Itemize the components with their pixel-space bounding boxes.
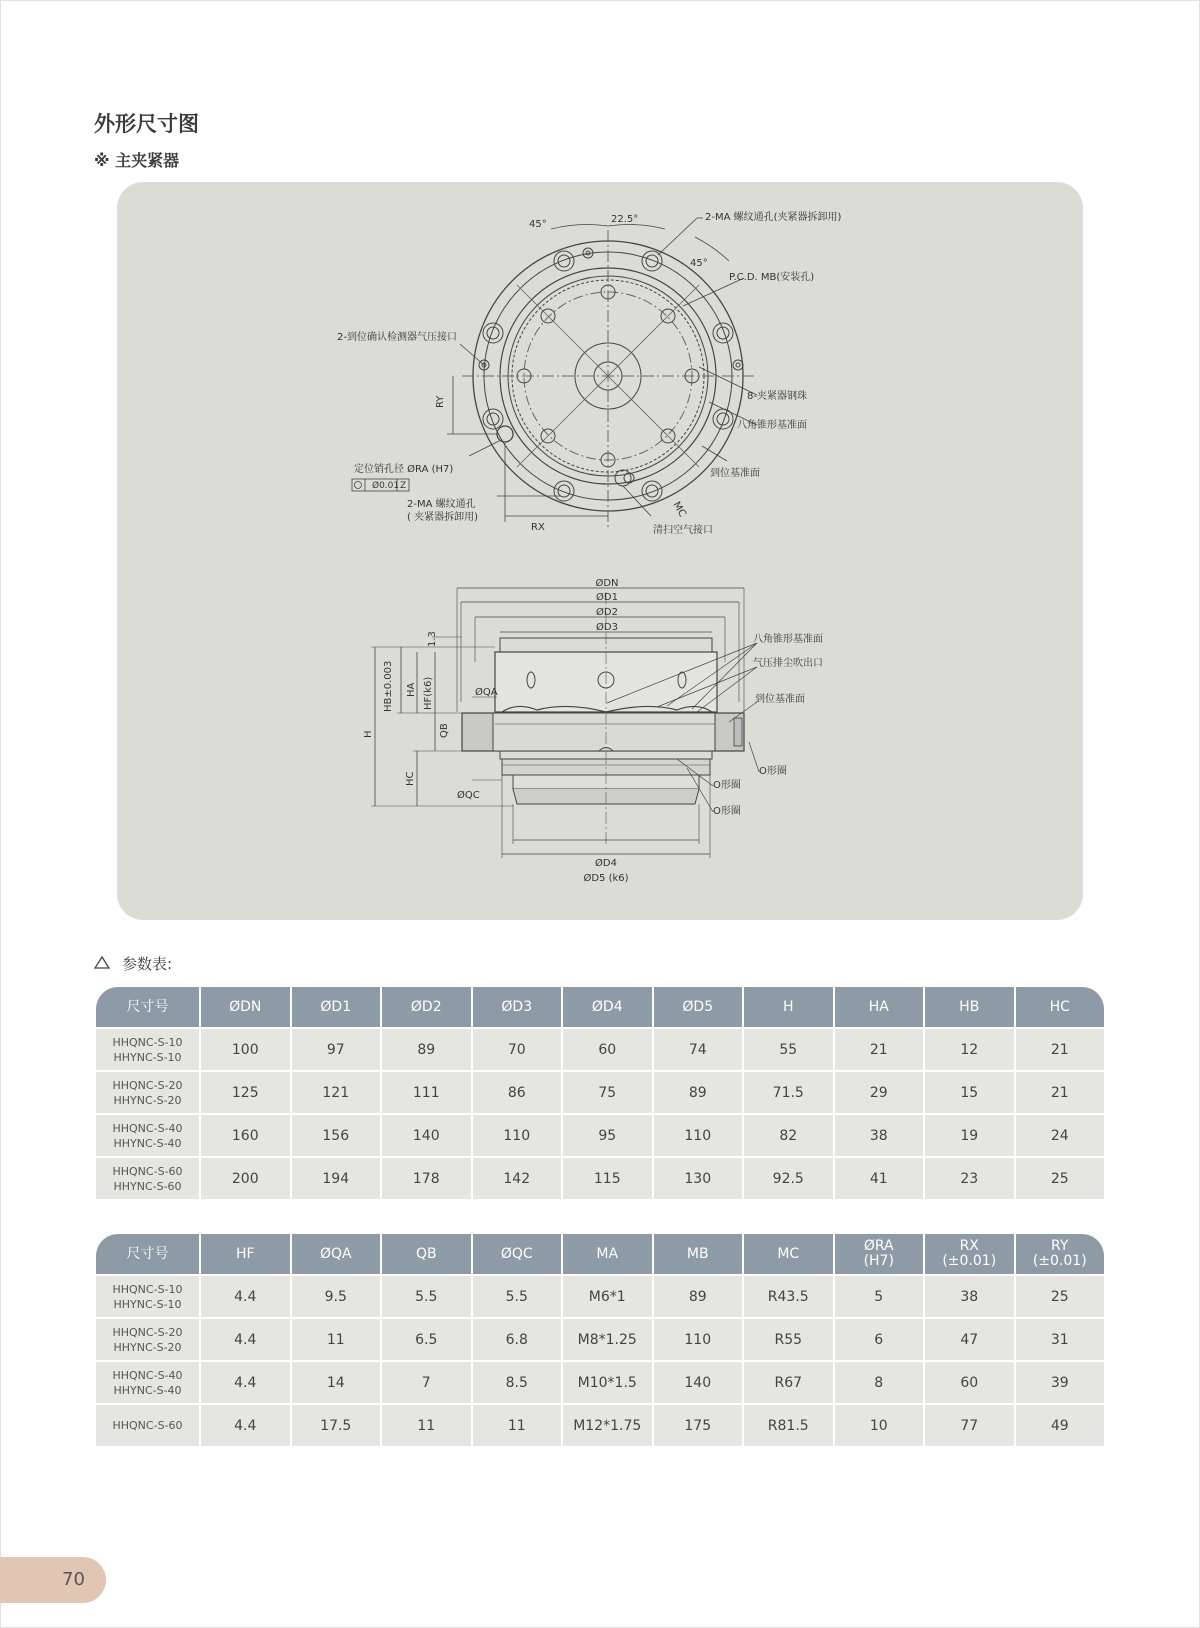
table-cell: 6.5 <box>382 1317 471 1360</box>
table-cell: 110 <box>654 1113 743 1156</box>
column-header-label: H <box>782 998 794 1015</box>
column-header <box>925 1234 1014 1274</box>
label-pcd-mb: P.C.D. MB(安装孔) <box>729 272 815 283</box>
table-cell: 89 <box>654 1274 743 1317</box>
label-dim-1-3: 1.3 <box>427 631 438 647</box>
label-angle-45-right: 45° <box>690 258 708 269</box>
technical-drawing <box>117 182 1083 920</box>
model-name: HHQNC-S-10 <box>112 1035 183 1049</box>
column-header-label: ØD3 <box>501 998 533 1015</box>
model-name: HHYNC-S-20 <box>113 1093 182 1107</box>
table-cell: 11 <box>292 1317 381 1360</box>
table-row <box>96 1027 1104 1070</box>
table-cell: 4.4 <box>201 1360 290 1403</box>
table-cell: 100 <box>201 1027 290 1070</box>
label-h: H <box>363 730 374 738</box>
table-cell: 11 <box>473 1403 562 1446</box>
table-cell: M6*1 <box>563 1274 652 1317</box>
column-header <box>292 1234 381 1274</box>
label-balls: 8-夹紧器钢珠 <box>747 391 807 402</box>
table-cell: 6 <box>835 1317 924 1360</box>
table-cell: 7 <box>382 1360 471 1403</box>
page-number: 70 <box>62 1569 85 1590</box>
label-ma-hole-bottom-2: ( 夹紧器拆卸用) <box>407 512 478 523</box>
table-cell: 125 <box>201 1070 290 1113</box>
label-hb: HB±0.003 <box>383 660 394 712</box>
column-header-label: ØD1 <box>320 998 352 1015</box>
table-cell: 178 <box>382 1156 471 1199</box>
label-o-ring-1: O形圈 <box>759 766 787 777</box>
table-cell: 97 <box>292 1027 381 1070</box>
table-cell: 55 <box>744 1027 833 1070</box>
column-header-label: MC <box>777 1245 800 1262</box>
table-cell: 38 <box>835 1113 924 1156</box>
label-air-port: 2-到位确认检测器气压接口 <box>337 332 457 343</box>
column-header-label: ØD4 <box>591 998 623 1015</box>
table-header-row <box>96 1234 1104 1274</box>
column-header-label: HA <box>868 998 889 1015</box>
label-o-ring-2: O形圈 <box>713 780 741 791</box>
model-cell <box>96 1403 199 1446</box>
page-number-tab <box>0 1557 106 1603</box>
table-cell: 23 <box>925 1156 1014 1199</box>
column-header-label: ØD5 <box>682 998 714 1015</box>
table-row <box>96 1070 1104 1113</box>
column-header <box>1016 1234 1105 1274</box>
table-cell: 47 <box>925 1317 1014 1360</box>
model-name: HHQNC-S-20 <box>112 1078 183 1092</box>
model-cell <box>96 1113 199 1156</box>
column-header-label: MB <box>686 1245 709 1262</box>
table-cell: 77 <box>925 1403 1014 1446</box>
table-cell: 14 <box>292 1360 381 1403</box>
table-cell: 38 <box>925 1274 1014 1317</box>
label-purge-port: 清扫空气接口 <box>653 525 713 536</box>
table-cell: 19 <box>925 1113 1014 1156</box>
column-header <box>744 987 833 1027</box>
table-cell: R55 <box>744 1317 833 1360</box>
column-header-label: ØD2 <box>410 998 442 1015</box>
label-mc: MC <box>670 500 688 520</box>
label-ry: RY <box>435 395 446 408</box>
model-cell <box>96 1156 199 1199</box>
table-row <box>96 1403 1104 1446</box>
column-header <box>1016 987 1105 1027</box>
model-name: HHYNC-S-40 <box>113 1383 182 1397</box>
model-name: HHQNC-S-10 <box>112 1282 183 1296</box>
table-cell: 4.4 <box>201 1317 290 1360</box>
param-title: 参数表: <box>122 955 173 973</box>
table-cell: 71.5 <box>744 1070 833 1113</box>
table-cell: R43.5 <box>744 1274 833 1317</box>
label-pin-hole: 定位销孔径 ØRA (H7) <box>354 464 454 475</box>
table-cell: 115 <box>563 1156 652 1199</box>
column-header <box>382 987 471 1027</box>
page-title: 外形尺寸图 <box>94 112 199 136</box>
label-rx: RX <box>531 522 545 533</box>
table-cell: 82 <box>744 1113 833 1156</box>
column-header <box>835 1234 924 1274</box>
param-table-heading <box>94 953 172 974</box>
label-seat-face-top: 到位基准面 <box>710 468 760 479</box>
model-name: HHYNC-S-20 <box>113 1340 182 1354</box>
label-d4: ØD4 <box>595 858 617 869</box>
table-cell: 5.5 <box>382 1274 471 1317</box>
table-cell: 110 <box>654 1317 743 1360</box>
triangle-outline-icon <box>94 955 110 973</box>
table-cell: 25 <box>1016 1274 1105 1317</box>
table-cell: 31 <box>1016 1317 1105 1360</box>
table-cell: 200 <box>201 1156 290 1199</box>
model-name: HHQNC-S-40 <box>112 1121 183 1135</box>
label-qb: QB <box>439 723 450 738</box>
table-cell: M8*1.25 <box>563 1317 652 1360</box>
table-cell: 49 <box>1016 1403 1105 1446</box>
table-cell: 5 <box>835 1274 924 1317</box>
model-name: HHQNC-S-60 <box>112 1419 183 1432</box>
table-cell: 11 <box>382 1403 471 1446</box>
table-row <box>96 1317 1104 1360</box>
table-cell: 130 <box>654 1156 743 1199</box>
table-cell: 41 <box>835 1156 924 1199</box>
label-octagon-face: 八角锥形基准面 <box>753 634 823 645</box>
column-header-label: HC <box>1049 998 1070 1015</box>
table-cell: 21 <box>1016 1027 1105 1070</box>
column-header-label: RX <box>959 1238 979 1254</box>
label-d5: ØD5 (k6) <box>583 873 629 884</box>
column-header-label: ØRA <box>863 1238 894 1254</box>
model-name: HHYNC-S-60 <box>113 1179 182 1193</box>
table-row <box>96 1274 1104 1317</box>
table-cell: 111 <box>382 1070 471 1113</box>
page-subtitle: ※ 主夹紧器 <box>94 151 180 170</box>
column-header-label: HF <box>235 1245 255 1262</box>
table-cell: 4.4 <box>201 1274 290 1317</box>
column-header-label: MA <box>596 1245 619 1262</box>
column-header-label: ØQC <box>500 1245 533 1262</box>
column-header <box>473 987 562 1027</box>
model-name: HHQNC-S-40 <box>112 1368 183 1382</box>
label-qa: ØQA <box>475 687 498 698</box>
table-row <box>96 1360 1104 1403</box>
model-cell <box>96 1027 199 1070</box>
table-cell: 8 <box>835 1360 924 1403</box>
label-d3: ØD3 <box>596 622 618 633</box>
column-header-label: QB <box>415 1245 437 1262</box>
table-cell: 15 <box>925 1070 1014 1113</box>
column-header-label: HB <box>959 998 980 1015</box>
drawing-panel <box>117 182 1083 920</box>
table-cell: 39 <box>1016 1360 1105 1403</box>
table-cell: 89 <box>654 1070 743 1113</box>
label-seat-face: 到位基准面 <box>755 694 805 705</box>
table-cell: 8.5 <box>473 1360 562 1403</box>
column-header <box>835 987 924 1027</box>
label-octagon-face-top: 八角锥形基准面 <box>737 420 807 431</box>
table-cell: R67 <box>744 1360 833 1403</box>
label-d1: ØD1 <box>596 592 618 603</box>
table-cell: 95 <box>563 1113 652 1156</box>
label-ma-hole-bottom-1: 2-MA 螺纹通孔 <box>407 499 476 510</box>
model-cell <box>96 1070 199 1113</box>
table-cell: R81.5 <box>744 1403 833 1446</box>
label-ha: HA <box>406 682 417 697</box>
table-cell: 25 <box>1016 1156 1105 1199</box>
table-cell: 74 <box>654 1027 743 1070</box>
column-header <box>382 1234 471 1274</box>
table-cell: 142 <box>473 1156 562 1199</box>
table-cell: 156 <box>292 1113 381 1156</box>
table-cell: 89 <box>382 1027 471 1070</box>
table-cell: 140 <box>654 1360 743 1403</box>
top-view <box>447 218 757 527</box>
table-cell: 6.8 <box>473 1317 562 1360</box>
column-header <box>744 1234 833 1274</box>
table-header-row <box>96 987 1104 1027</box>
top-view-labels <box>337 210 842 536</box>
label-hc: HC <box>405 771 416 786</box>
label-angle-22-5: 22.5° <box>611 214 639 225</box>
model-cell <box>96 1317 199 1360</box>
table-cell: 140 <box>382 1113 471 1156</box>
table-cell: 60 <box>563 1027 652 1070</box>
table-cell: 194 <box>292 1156 381 1199</box>
column-header <box>654 987 743 1027</box>
table-cell: 21 <box>835 1027 924 1070</box>
table-row <box>96 1113 1104 1156</box>
column-header <box>925 987 1014 1027</box>
label-qc: ØQC <box>457 790 480 801</box>
table-cell: 92.5 <box>744 1156 833 1199</box>
model-name: HHQNC-S-60 <box>112 1164 183 1178</box>
label-tolerance-value: Ø0.01 <box>372 481 400 491</box>
model-name: HHYNC-S-40 <box>113 1136 182 1150</box>
label-dust-outlet: 气压排尘吹出口 <box>753 658 823 669</box>
table-cell: 5.5 <box>473 1274 562 1317</box>
column-header <box>654 1234 743 1274</box>
model-name: HHQNC-S-20 <box>112 1325 183 1339</box>
table-cell: 9.5 <box>292 1274 381 1317</box>
table-cell: 70 <box>473 1027 562 1070</box>
column-header-label: ØQA <box>319 1245 352 1262</box>
table-cell: 12 <box>925 1027 1014 1070</box>
table-cell: 121 <box>292 1070 381 1113</box>
table-cell: 24 <box>1016 1113 1105 1156</box>
column-header-sub: (±0.01) <box>942 1253 997 1269</box>
table-cell: M10*1.5 <box>563 1360 652 1403</box>
column-header-sub: (±0.01) <box>1032 1253 1087 1269</box>
label-angle-45-left: 45° <box>529 219 547 230</box>
table-cell: 110 <box>473 1113 562 1156</box>
param-table-1 <box>94 987 1106 1199</box>
table-cell: 29 <box>835 1070 924 1113</box>
column-header-sub: (H7) <box>863 1253 894 1269</box>
column-header <box>201 987 290 1027</box>
table-cell: 75 <box>563 1070 652 1113</box>
table-cell: 17.5 <box>292 1403 381 1446</box>
table-cell: 160 <box>201 1113 290 1156</box>
model-cell <box>96 1274 199 1317</box>
label-tolerance-datum: Z <box>400 481 407 491</box>
column-header <box>96 987 199 1027</box>
model-cell <box>96 1360 199 1403</box>
param-table-2 <box>94 1234 1106 1446</box>
table-cell: 175 <box>654 1403 743 1446</box>
label-dn: ØDN <box>595 578 619 589</box>
model-name: HHYNC-S-10 <box>113 1050 182 1064</box>
label-o-ring-3: O形圈 <box>713 806 741 817</box>
side-view <box>371 588 759 858</box>
position-tolerance-icon <box>355 482 362 489</box>
column-header <box>292 987 381 1027</box>
model-name: HHYNC-S-10 <box>113 1297 182 1311</box>
column-header <box>563 1234 652 1274</box>
column-header <box>201 1234 290 1274</box>
label-ma-hole-top: 2-MA 螺纹通孔(夹紧器拆卸用) <box>705 212 842 223</box>
column-header-label: RY <box>1051 1238 1069 1254</box>
table-cell: 86 <box>473 1070 562 1113</box>
column-header <box>473 1234 562 1274</box>
table-cell: 4.4 <box>201 1403 290 1446</box>
label-hf: HF(k6) <box>423 676 434 710</box>
label-d2: ØD2 <box>596 607 618 618</box>
table-cell: M12*1.75 <box>563 1403 652 1446</box>
column-header-label: 尺寸号 <box>126 998 169 1015</box>
table-cell: 60 <box>925 1360 1014 1403</box>
column-header-label: ØDN <box>229 998 262 1015</box>
column-header <box>96 1234 199 1274</box>
column-header-label: 尺寸号 <box>126 1245 169 1262</box>
column-header <box>563 987 652 1027</box>
table-cell: 21 <box>1016 1070 1105 1113</box>
table-row <box>96 1156 1104 1199</box>
table-cell: 10 <box>835 1403 924 1446</box>
